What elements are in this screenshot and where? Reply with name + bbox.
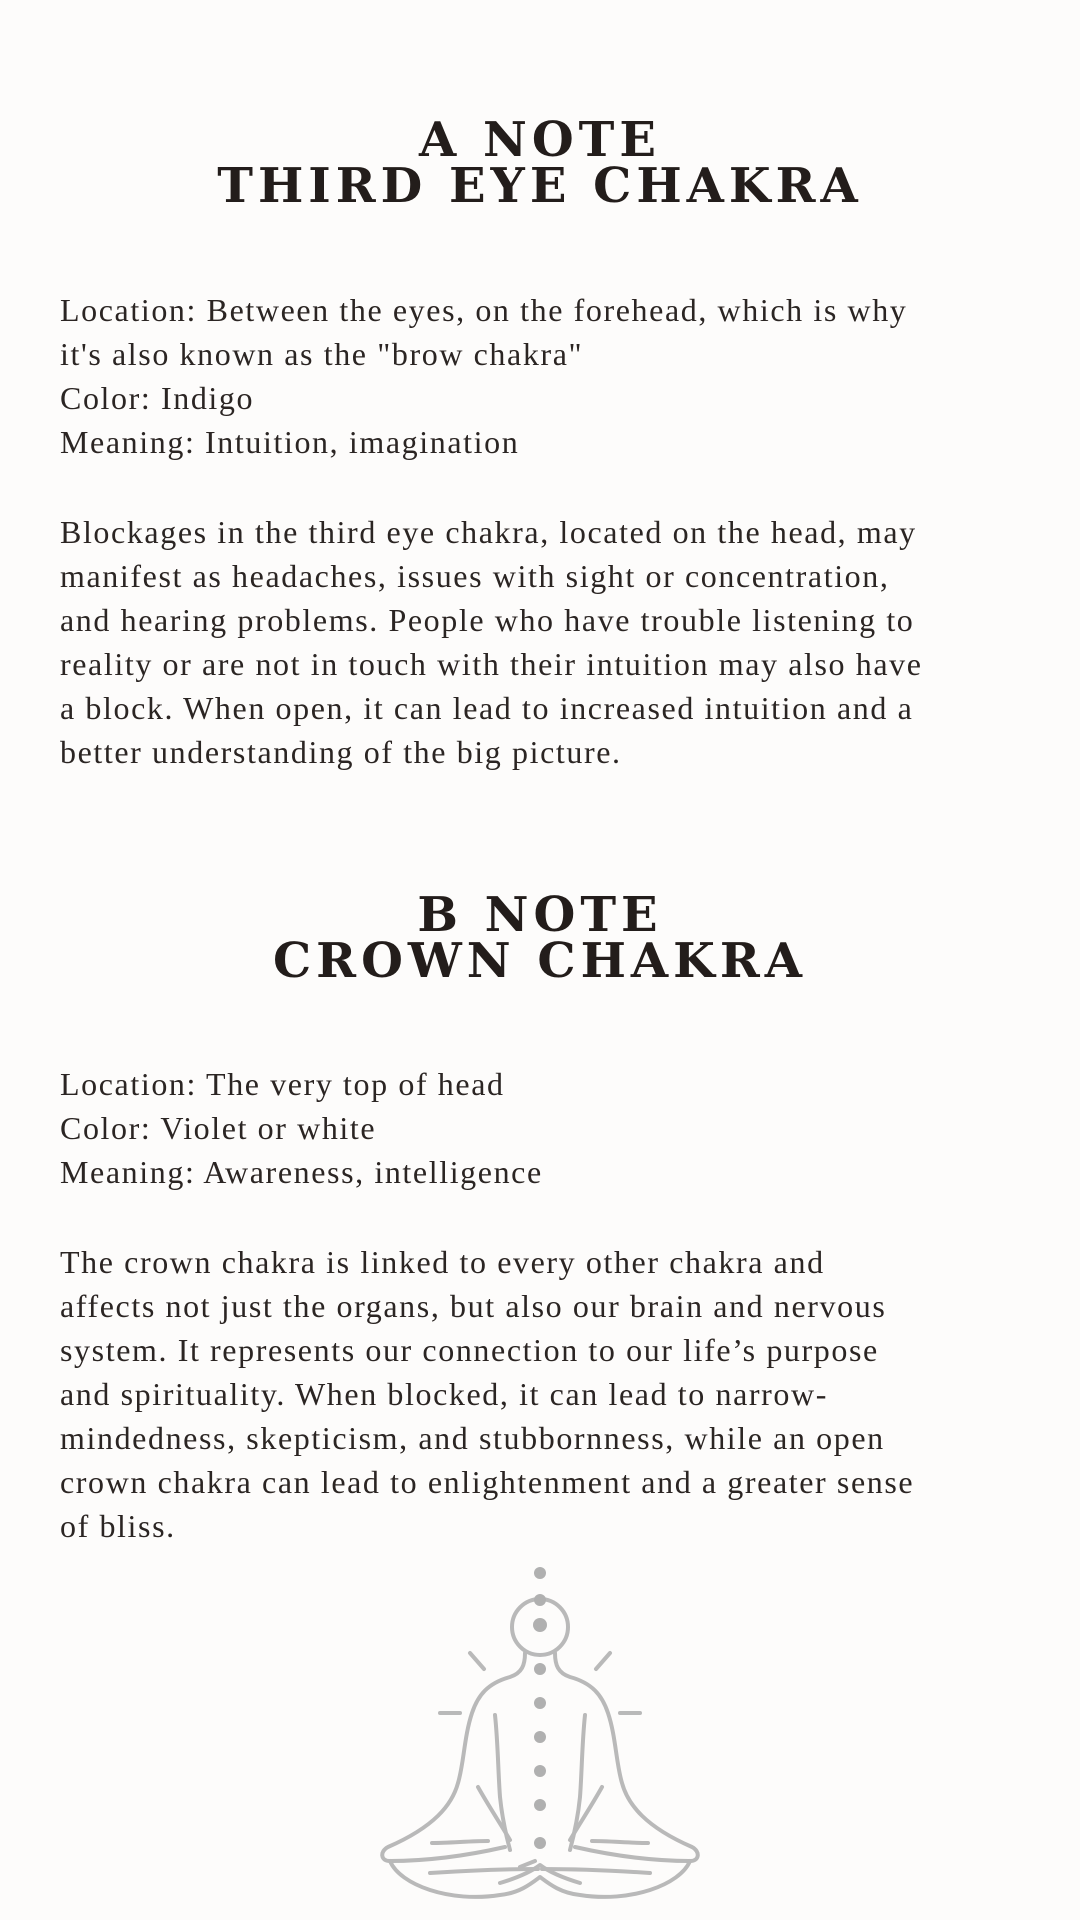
paragraph-line: affects not just the organs, but also our brain and nervous xyxy=(60,1288,887,1324)
title-line-2: THIRD EYE CHAKRA xyxy=(217,158,863,214)
section-title xyxy=(0,112,1080,214)
info-line: Meaning: Intuition, imagination xyxy=(60,424,520,460)
paragraph-line: Blockages in the third eye chakra, located on the head, may xyxy=(60,514,917,550)
paragraph-line: system. It represents our connection to our life’s purpose xyxy=(60,1332,879,1368)
third-eye-info xyxy=(60,288,1040,464)
paragraph-line: of bliss. xyxy=(60,1508,176,1544)
paragraph-line: a block. When open, it can lead to increased intuition and a xyxy=(60,690,914,726)
section-third-eye xyxy=(0,112,1080,214)
section-title xyxy=(0,887,1080,989)
info-line: Location: The very top of head xyxy=(60,1066,505,1102)
paragraph-line: crown chakra can lead to enlightenment and a greater sense xyxy=(60,1464,915,1500)
title-line-1: A NOTE xyxy=(419,112,661,168)
paragraph-line: better understanding of the big picture. xyxy=(60,734,622,770)
paragraph-line: and spirituality. When blocked, it can lead to narrow- xyxy=(60,1376,828,1412)
crown-paragraph xyxy=(60,1240,1040,1548)
third-eye-paragraph xyxy=(60,510,1040,774)
section-crown xyxy=(0,887,1080,989)
info-line: Location: Between the eyes, on the forehead, which is why xyxy=(60,292,908,328)
paragraph-line: manifest as headaches, issues with sight or concentration, xyxy=(60,558,890,594)
info-line: it's also known as the "brow chakra" xyxy=(60,336,584,372)
meditation-figure-icon xyxy=(360,1565,720,1920)
paragraph-line: The crown chakra is linked to every other chakra and xyxy=(60,1244,825,1280)
info-line: Color: Violet or white xyxy=(60,1110,377,1146)
info-line: Color: Indigo xyxy=(60,380,255,416)
paragraph-line: and hearing problems. People who have trouble listening to xyxy=(60,602,915,638)
title-line-2: CROWN CHAKRA xyxy=(272,933,808,989)
paragraph-line: mindedness, skepticism, and stubbornness, while an open xyxy=(60,1420,885,1456)
info-line: Meaning: Awareness, intelligence xyxy=(60,1154,543,1190)
crown-info xyxy=(60,1062,1040,1194)
title-line-1: B NOTE xyxy=(417,887,663,943)
paragraph-line: reality or are not in touch with their intuition may also have xyxy=(60,646,923,682)
